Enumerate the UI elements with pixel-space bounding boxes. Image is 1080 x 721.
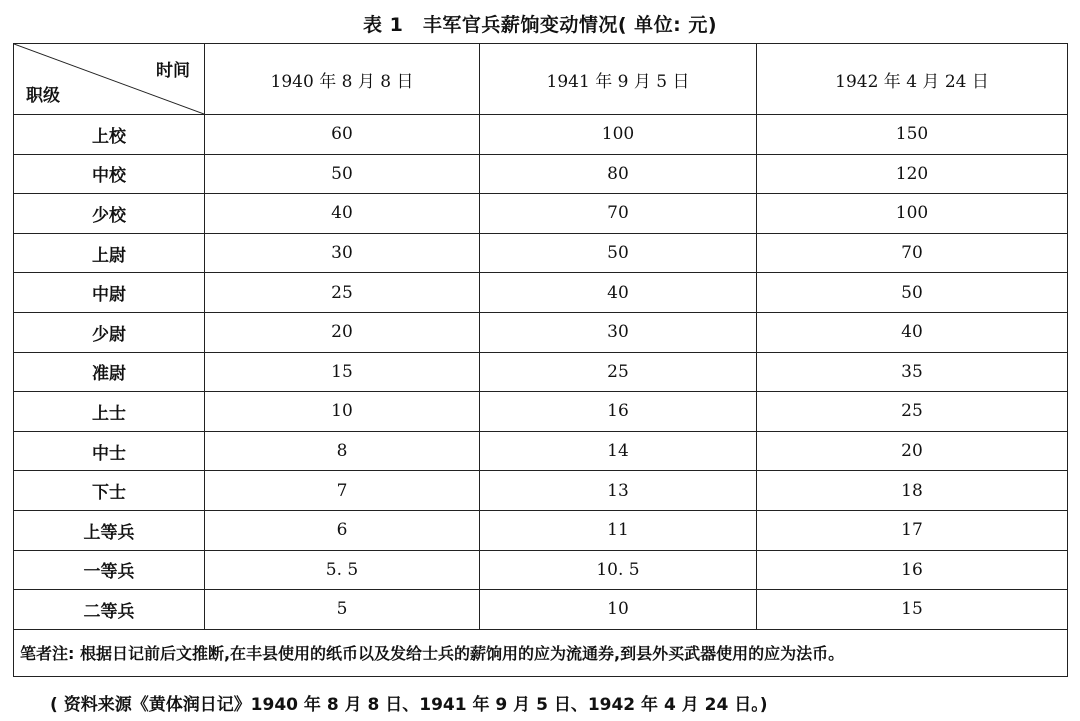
table-row xyxy=(14,312,1068,352)
table-row xyxy=(14,233,1068,273)
header-row xyxy=(14,44,1068,115)
salary-cell: 30 xyxy=(480,312,757,352)
source-citation: ( 资料来源《黄体润日记》1940 年 8 月 8 日、1941 年 9 月 5 日、1942 年 4 月 24 日。) xyxy=(50,695,768,715)
rank-cell: 少校 xyxy=(14,194,205,234)
salary-cell: 5 xyxy=(205,590,480,630)
salary-cell: 20 xyxy=(205,312,480,352)
salary-cell: 35 xyxy=(757,352,1068,392)
rank-cell: 上校 xyxy=(14,115,205,155)
rank-cell: 二等兵 xyxy=(14,590,205,630)
rank-cell: 一等兵 xyxy=(14,550,205,590)
salary-table xyxy=(13,43,1068,677)
column-header-1940: 1940 年 8 月 8 日 xyxy=(205,44,480,115)
salary-cell: 100 xyxy=(757,194,1068,234)
salary-cell: 10. 5 xyxy=(480,550,757,590)
salary-cell: 20 xyxy=(757,431,1068,471)
salary-cell: 16 xyxy=(480,392,757,432)
salary-cell: 25 xyxy=(480,352,757,392)
salary-cell: 100 xyxy=(480,115,757,155)
rank-cell: 上尉 xyxy=(14,233,205,273)
salary-cell: 16 xyxy=(757,550,1068,590)
table-row xyxy=(14,352,1068,392)
table-title: 表 1 丰军官兵薪饷变动情况( 单位: 元) xyxy=(362,14,718,36)
corner-header-cell xyxy=(14,44,205,115)
salary-cell: 15 xyxy=(205,352,480,392)
rank-cell: 中士 xyxy=(14,431,205,471)
table-row xyxy=(14,273,1068,313)
salary-cell: 25 xyxy=(205,273,480,313)
salary-cell: 40 xyxy=(480,273,757,313)
salary-cell: 10 xyxy=(480,590,757,630)
salary-cell: 17 xyxy=(757,510,1068,550)
note-row xyxy=(14,629,1068,676)
salary-cell: 50 xyxy=(480,233,757,273)
rank-cell: 中校 xyxy=(14,154,205,194)
salary-cell: 7 xyxy=(205,471,480,511)
salary-cell: 15 xyxy=(757,590,1068,630)
column-header-1941: 1941 年 9 月 5 日 xyxy=(480,44,757,115)
column-header-1942: 1942 年 4 月 24 日 xyxy=(757,44,1068,115)
table-row xyxy=(14,510,1068,550)
salary-cell: 60 xyxy=(205,115,480,155)
salary-cell: 40 xyxy=(757,312,1068,352)
corner-rank-label: 职级 xyxy=(26,86,60,106)
author-note: 笔者注: 根据日记前后文推断,在丰县使用的纸币以及发给士兵的薪饷用的应为流通券,到县外买武器使用的应为法币。 xyxy=(14,629,1068,676)
salary-cell: 8 xyxy=(205,431,480,471)
rank-cell: 下士 xyxy=(14,471,205,511)
rank-cell: 上等兵 xyxy=(14,510,205,550)
table-row xyxy=(14,115,1068,155)
salary-cell: 30 xyxy=(205,233,480,273)
salary-cell: 14 xyxy=(480,431,757,471)
salary-cell: 11 xyxy=(480,510,757,550)
salary-cell: 6 xyxy=(205,510,480,550)
rank-cell: 中尉 xyxy=(14,273,205,313)
salary-cell: 18 xyxy=(757,471,1068,511)
table-row xyxy=(14,550,1068,590)
salary-cell: 50 xyxy=(757,273,1068,313)
salary-cell: 13 xyxy=(480,471,757,511)
rank-cell: 上士 xyxy=(14,392,205,432)
salary-cell: 120 xyxy=(757,154,1068,194)
table-row xyxy=(14,392,1068,432)
salary-cell: 70 xyxy=(757,233,1068,273)
salary-cell: 150 xyxy=(757,115,1068,155)
rank-cell: 少尉 xyxy=(14,312,205,352)
table-row xyxy=(14,154,1068,194)
corner-time-label: 时间 xyxy=(156,61,190,81)
salary-cell: 25 xyxy=(757,392,1068,432)
salary-cell: 50 xyxy=(205,154,480,194)
table-row xyxy=(14,431,1068,471)
salary-cell: 80 xyxy=(480,154,757,194)
salary-cell: 70 xyxy=(480,194,757,234)
table-row xyxy=(14,194,1068,234)
table-row xyxy=(14,471,1068,511)
salary-cell: 5. 5 xyxy=(205,550,480,590)
salary-cell: 10 xyxy=(205,392,480,432)
rank-cell: 准尉 xyxy=(14,352,205,392)
table-row xyxy=(14,590,1068,630)
salary-cell: 40 xyxy=(205,194,480,234)
